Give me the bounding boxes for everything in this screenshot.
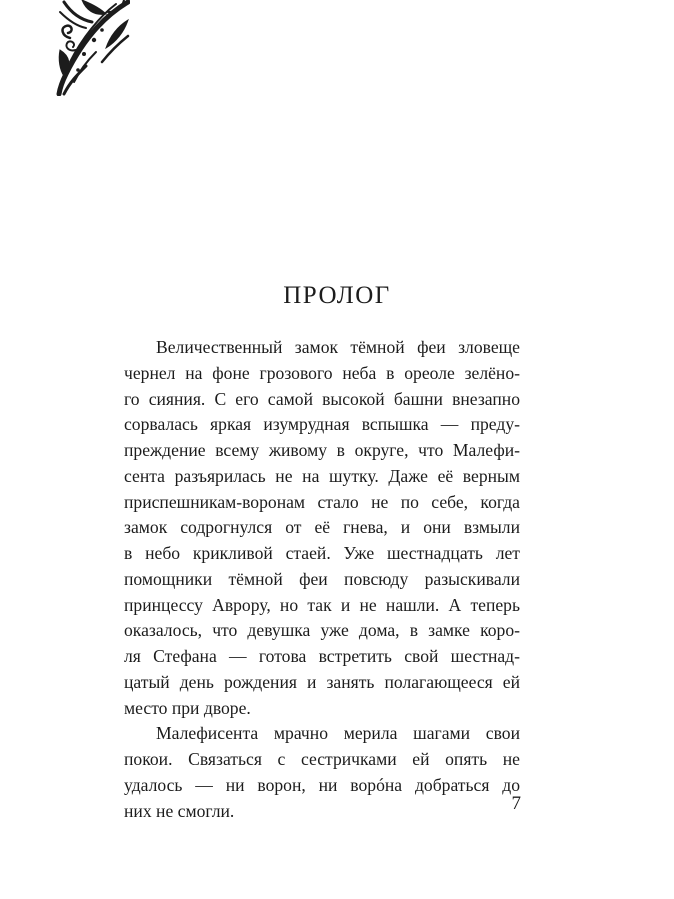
- text-line: замок содрогнулся от её гнева, и они взмыли: [124, 517, 520, 538]
- text-line: покои. Связаться с сестричками ей опять не: [124, 749, 520, 769]
- floral-corner-ornament-icon: [56, 0, 130, 96]
- page-number: 7: [511, 793, 521, 814]
- text-line: удалось — ни ворон, ни ворóна добраться до: [124, 774, 520, 795]
- text-line: преждение всему живому в округе, что Малефи-: [124, 440, 520, 460]
- paragraph-2: [124, 721, 520, 824]
- paragraph-1: [124, 335, 520, 721]
- text-line: них не смогли.: [124, 800, 235, 821]
- text-line: цатый день рождения и занять полагающееся ей: [124, 671, 520, 692]
- text-line: место при дворе.: [124, 697, 251, 718]
- text-line: чернел на фоне грозового неба в ореоле зелёно-: [124, 362, 520, 383]
- text-line: сента разъярилась не на шутку. Даже её верным: [124, 465, 520, 486]
- body-text: [124, 335, 520, 824]
- text-line: оказалось, что девушка уже дома, в замке коро-: [124, 620, 520, 641]
- text-line: Малефисента мрачно мерила шагами свои: [156, 723, 520, 744]
- text-line: приспешникам-воронам стало не по себе, когда: [124, 491, 520, 512]
- chapter-title: ПРОЛОГ: [283, 282, 391, 309]
- text-line: ля Стефана — готова встретить свой шестнад-: [124, 646, 520, 666]
- text-line: принцессу Аврору, но так и не нашли. А теперь: [124, 594, 520, 615]
- text-line: го сияния. С его самой высокой башни внезапно: [124, 388, 520, 409]
- text-line: сорвалась яркая изумрудная вспышка — преду-: [124, 414, 520, 435]
- text-line: помощники тёмной феи повсюду разыскивали: [124, 568, 520, 589]
- text-line: Величественный замок тёмной феи зловеще: [156, 337, 520, 357]
- text-line: в небо крикливой стаей. Уже шестнадцать лет: [124, 543, 520, 563]
